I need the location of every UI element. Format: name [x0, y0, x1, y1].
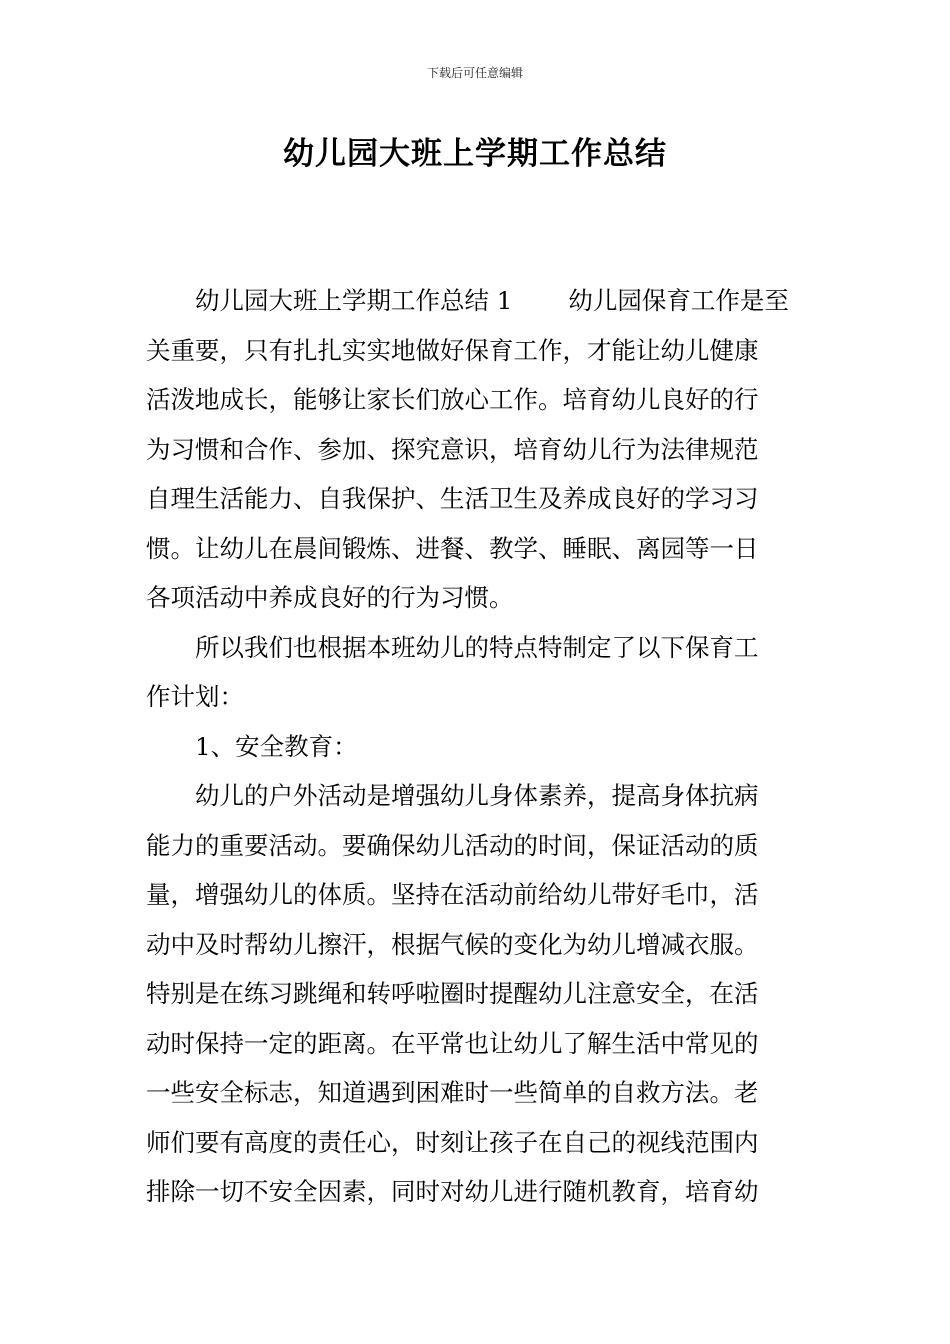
paragraph-line: 为习惯和合作、参加、探究意识，培育幼儿行为法律规范	[146, 434, 759, 464]
paragraph-line: 各项活动中养成良好的行为习惯。	[146, 583, 514, 612]
paragraph-line: 一些安全标志，知道遇到困难时一些简单的自救方法。老	[146, 1078, 759, 1107]
header-note: 下载后可任意编辑	[426, 66, 523, 80]
paragraph-line: 惯。让幼儿在晨间锻炼、进餐、教学、睡眠、离园等一日	[146, 533, 759, 563]
paragraph-line: 量，增强幼儿的体质。坚持在活动前给幼儿带好毛巾，活	[146, 880, 759, 909]
paragraph-line: 动时保持一定的距离。在平常也让幼儿了解生活中常见的	[146, 1028, 759, 1058]
paragraph-line: 所以我们也根据本班幼儿的特点特制定了以下保育工	[195, 632, 759, 662]
paragraph-text: 幼儿园保育工作是至	[568, 286, 789, 315]
section-heading-inline: 幼儿园大班上学期工作总结 1	[195, 286, 513, 315]
paragraph-line: 作计划：	[146, 682, 244, 711]
paragraph-line: 能力的重要活动。要确保幼儿活动的时间，保证活动的质	[146, 830, 759, 860]
paragraph-line: 活泼地成长，能够让家长们放心工作。培育幼儿良好的行	[146, 385, 759, 414]
paragraph-line: 动中及时帮幼儿擦汗，根据气候的变化为幼儿增减衣服。	[146, 929, 759, 959]
paragraph-line: 特别是在练习跳绳和转呼啦圈时提醒幼儿注意安全，在活	[146, 979, 759, 1008]
document-body	[146, 276, 806, 1217]
paragraph-line: 幼儿的户外活动是增强幼儿身体素养，提高身体抗病	[195, 781, 759, 810]
paragraph-line: 关重要，只有扎扎实实地做好保育工作，才能让幼儿健康	[146, 335, 759, 365]
paragraph-line: 排除一切不安全因素，同时对幼儿进行随机教育，培育幼	[146, 1177, 759, 1206]
paragraph-line	[146, 276, 806, 326]
paragraph-line: 自理生活能力、自我保护、生活卫生及养成良好的学习习	[146, 484, 759, 513]
section-heading: 1、安全教育：	[195, 731, 358, 761]
paragraph-line: 师们要有高度的责任心，时刻让孩子在自己的视线范围内	[146, 1127, 759, 1157]
document-title: 幼儿园大班上学期工作总结	[283, 136, 667, 172]
